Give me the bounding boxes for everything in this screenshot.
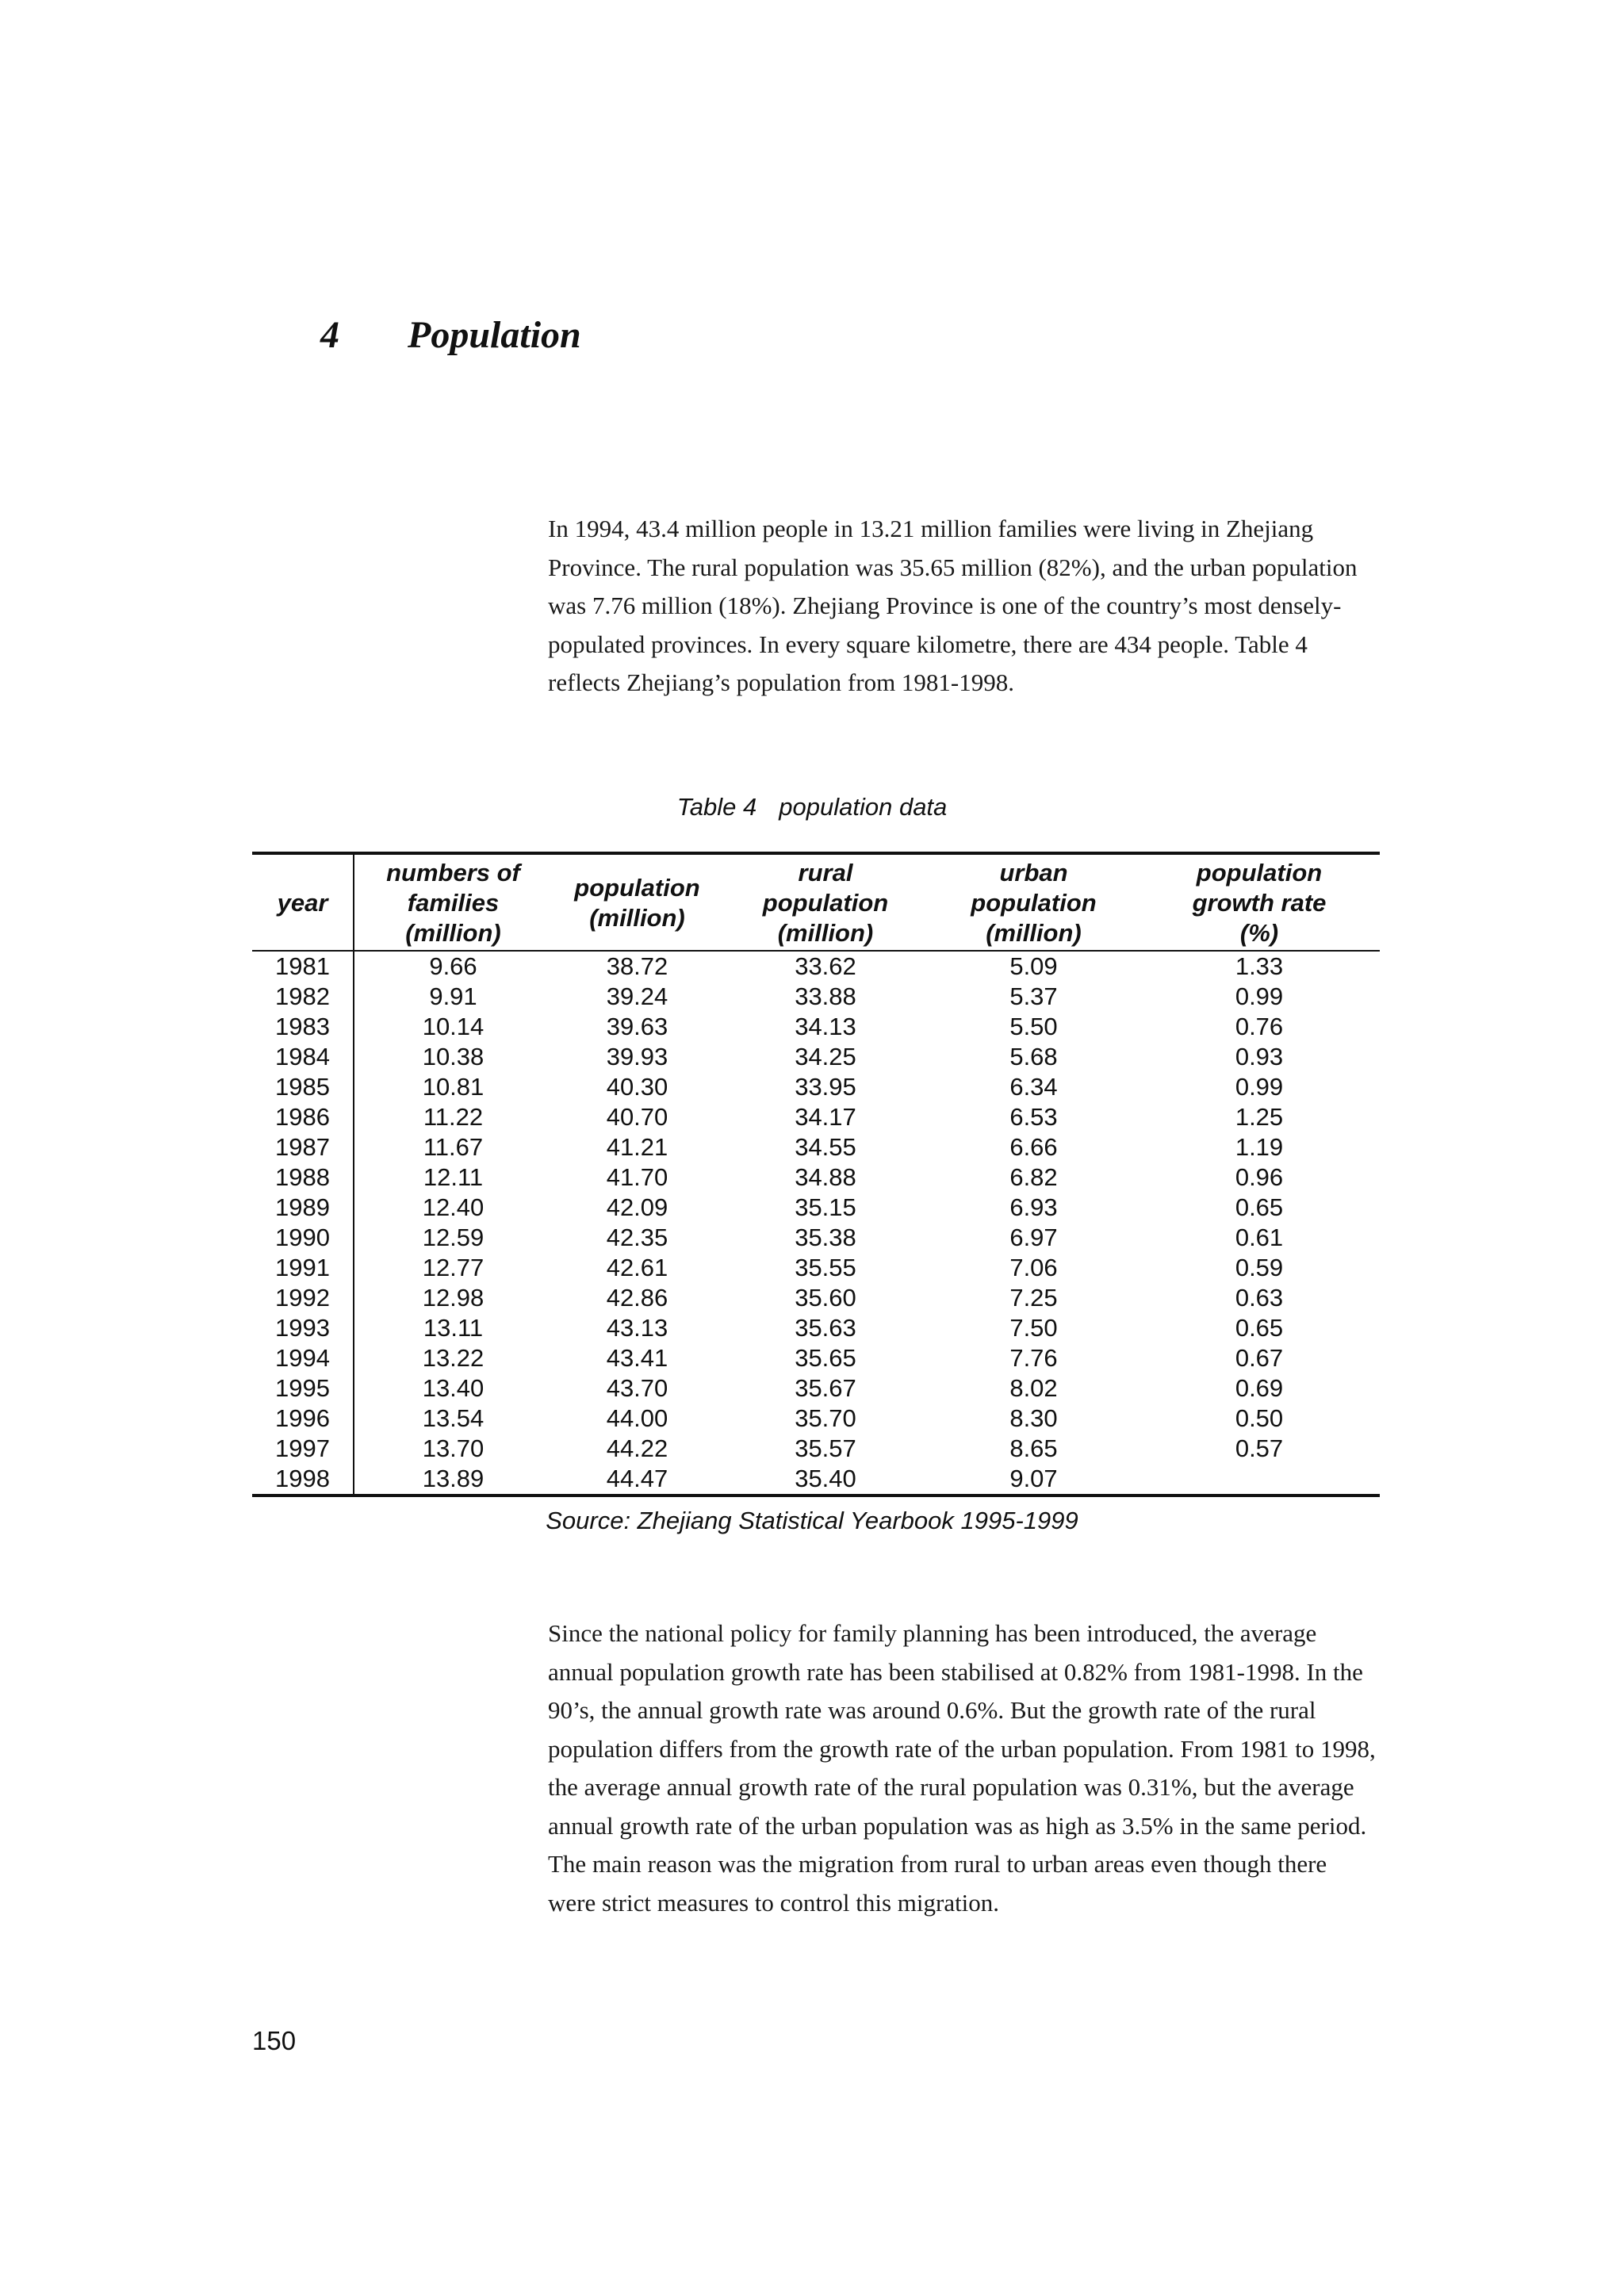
families-cell: 12.11 xyxy=(423,1163,484,1191)
population-cell: 39.24 xyxy=(606,982,668,1010)
table-row xyxy=(252,1162,1380,1193)
population-cell: 43.70 xyxy=(606,1374,668,1402)
rural-cell: 35.57 xyxy=(795,1434,856,1462)
table-caption-label: Table 4 xyxy=(676,793,757,821)
table-row xyxy=(252,1102,1380,1132)
year-cell: 1985 xyxy=(252,1072,354,1102)
header-line: (million) xyxy=(405,919,501,947)
year-cell: 1987 xyxy=(252,1132,354,1162)
year-cell: 1981 xyxy=(252,951,354,982)
page-number: 150 xyxy=(252,2026,297,2055)
header-line: families xyxy=(407,889,500,917)
table-row xyxy=(252,1313,1380,1343)
rural-cell: 34.88 xyxy=(795,1163,856,1191)
header-growth-rate xyxy=(1139,853,1380,951)
population-cell: 42.35 xyxy=(606,1224,668,1251)
urban-cell: 6.34 xyxy=(1009,1073,1058,1101)
header-line: rural xyxy=(798,859,853,887)
header-line: (million) xyxy=(589,904,685,932)
urban-cell: 9.07 xyxy=(929,1464,1139,1496)
year-cell: 1991 xyxy=(252,1253,354,1283)
growth-rate-cell: 0.69 xyxy=(1235,1374,1284,1402)
families-cell: 13.40 xyxy=(422,1374,485,1402)
families-cell: 13.54 xyxy=(422,1404,485,1432)
table-header xyxy=(252,853,1380,951)
population-cell: 43.13 xyxy=(606,1314,668,1342)
header-line: growth rate xyxy=(1192,889,1327,917)
families-cell: 12.40 xyxy=(422,1193,485,1221)
section-heading xyxy=(320,313,581,357)
growth-rate-cell: 0.93 xyxy=(1235,1043,1284,1070)
year-cell: 1982 xyxy=(252,982,354,1012)
growth-rate-cell: 0.96 xyxy=(1235,1163,1284,1191)
table-row xyxy=(252,1434,1380,1464)
urban-cell: 7.25 xyxy=(1009,1284,1058,1312)
growth-paragraph: Since the national policy for family planning has been introduced, the average annual population growth rate has been stabilised at 0.82% from 1981-1998. In the 90’s, the annual growth rate was around 0.6%. But the growth rate of the rural population differs from the growth rate of the urban population. From 1981 to 1998, the average annual growth rate of the rural population was 0.31%, but the average annual growth rate of the urban population was as high as 3.5% in the same period. The main reason was the migration from rural to urban areas even though there were strict measures to control this migration. xyxy=(548,1619,1376,1917)
population-cell: 42.61 xyxy=(606,1254,668,1281)
rural-cell: 34.55 xyxy=(795,1133,856,1161)
urban-cell: 8.30 xyxy=(1009,1404,1058,1432)
header-line: (million) xyxy=(986,919,1082,947)
year-cell: 1988 xyxy=(252,1162,354,1193)
header-line: (million) xyxy=(777,919,874,947)
growth-rate-cell: 1.19 xyxy=(1235,1133,1284,1161)
header-line: population xyxy=(762,889,889,917)
year-cell: 1986 xyxy=(252,1102,354,1132)
year-cell: 1997 xyxy=(252,1434,354,1464)
header-year xyxy=(252,853,354,951)
table-row xyxy=(252,951,1380,982)
urban-cell: 5.37 xyxy=(1009,982,1058,1010)
rural-cell: 35.38 xyxy=(795,1224,856,1251)
section-number: 4 xyxy=(320,314,339,356)
families-cell: 13.70 xyxy=(422,1434,485,1462)
urban-cell: 6.82 xyxy=(1009,1163,1058,1191)
header-line: population xyxy=(971,889,1097,917)
population-cell: 41.70 xyxy=(606,1163,668,1191)
table-row xyxy=(252,1283,1380,1313)
growth-rate-cell: 0.57 xyxy=(1235,1434,1284,1462)
population-cell: 39.93 xyxy=(606,1043,668,1070)
rural-cell: 33.88 xyxy=(795,982,856,1010)
rural-cell: 34.25 xyxy=(795,1043,856,1070)
rural-cell: 34.17 xyxy=(795,1103,856,1131)
intro-paragraph: In 1994, 43.4 million people in 13.21 million families were living in Zhejiang Province. The rural population was 35.65 million (82%), and the urban population was 7.76 million (18%). Zhejiang Province is one of the country’s most densely-populated provinces. In every square kilometre, there are 434 people. Table 4 reflects Zhejiang’s population from 1981-1998. xyxy=(548,515,1358,696)
population-cell: 41.21 xyxy=(606,1133,668,1161)
table-row xyxy=(252,1404,1380,1434)
year-cell: 1992 xyxy=(252,1283,354,1313)
growth-rate-cell: 0.67 xyxy=(1235,1344,1284,1372)
rural-cell: 35.63 xyxy=(795,1314,856,1342)
rural-cell: 35.60 xyxy=(795,1284,856,1312)
population-cell: 43.41 xyxy=(606,1344,668,1372)
year-cell: 1998 xyxy=(252,1464,354,1496)
population-cell: 39.63 xyxy=(606,1013,668,1040)
families-cell: 10.81 xyxy=(422,1073,485,1101)
table-body xyxy=(252,951,1380,1496)
urban-cell: 8.65 xyxy=(1009,1434,1058,1462)
year-cell: 1993 xyxy=(252,1313,354,1343)
rural-cell: 33.95 xyxy=(795,1073,856,1101)
population-cell: 40.30 xyxy=(606,1073,668,1101)
table-row xyxy=(252,1042,1380,1072)
families-cell: 13.22 xyxy=(422,1344,485,1372)
year-cell: 1995 xyxy=(252,1373,354,1404)
table-row xyxy=(252,1072,1380,1102)
growth-rate-cell xyxy=(1139,1464,1380,1496)
growth-rate-cell: 0.59 xyxy=(1235,1254,1284,1281)
families-cell: 11.67 xyxy=(423,1133,484,1161)
table-source: Source: Zhejiang Statistical Yearbook 1995-1999 xyxy=(546,1507,1078,1534)
header-line: urban xyxy=(999,859,1068,887)
header-line: (%) xyxy=(1239,919,1279,947)
table-row xyxy=(252,1012,1380,1042)
urban-cell: 5.50 xyxy=(1009,1013,1058,1040)
growth-rate-cell: 0.50 xyxy=(1235,1404,1284,1432)
table-row xyxy=(252,982,1380,1012)
urban-cell: 6.93 xyxy=(1009,1193,1058,1221)
population-cell: 42.86 xyxy=(606,1284,668,1312)
urban-cell: 7.50 xyxy=(1009,1314,1058,1342)
growth-rate-cell: 0.63 xyxy=(1235,1284,1284,1312)
year-cell: 1989 xyxy=(252,1193,354,1223)
growth-rate-cell: 0.61 xyxy=(1235,1224,1284,1251)
families-cell: 13.11 xyxy=(423,1314,484,1342)
section-title: Population xyxy=(408,314,581,356)
header-population xyxy=(552,853,722,951)
table-row xyxy=(252,1223,1380,1253)
year-cell: 1984 xyxy=(252,1042,354,1072)
rural-cell: 35.15 xyxy=(795,1193,856,1221)
table-caption xyxy=(0,793,1624,821)
growth-rate-cell: 0.99 xyxy=(1235,982,1284,1010)
rural-cell: 35.65 xyxy=(795,1344,856,1372)
urban-cell: 6.66 xyxy=(1009,1133,1058,1161)
header-line: population xyxy=(574,874,700,902)
urban-cell: 5.09 xyxy=(1009,952,1058,980)
families-cell: 13.89 xyxy=(354,1464,552,1496)
rural-cell: 35.40 xyxy=(722,1464,929,1496)
population-table xyxy=(252,852,1380,1497)
families-cell: 12.59 xyxy=(422,1224,485,1251)
urban-cell: 6.97 xyxy=(1009,1224,1058,1251)
growth-rate-cell: 1.33 xyxy=(1235,952,1284,980)
families-cell: 12.98 xyxy=(422,1284,485,1312)
families-cell: 10.38 xyxy=(422,1043,485,1070)
table-row xyxy=(252,1373,1380,1404)
year-cell: 1996 xyxy=(252,1404,354,1434)
population-cell: 44.47 xyxy=(552,1464,722,1496)
header-rural xyxy=(722,853,929,951)
header-families xyxy=(354,853,552,951)
urban-cell: 5.68 xyxy=(1009,1043,1058,1070)
population-cell: 42.09 xyxy=(606,1193,668,1221)
table-row xyxy=(252,1253,1380,1283)
families-cell: 9.91 xyxy=(429,982,477,1010)
families-cell: 10.14 xyxy=(422,1013,485,1040)
year-cell: 1994 xyxy=(252,1343,354,1373)
year-cell: 1990 xyxy=(252,1223,354,1253)
growth-rate-cell: 0.76 xyxy=(1235,1013,1284,1040)
table-row xyxy=(252,1132,1380,1162)
table-caption-title: population data xyxy=(779,793,948,821)
families-cell: 11.22 xyxy=(423,1103,484,1131)
families-cell: 12.77 xyxy=(422,1254,485,1281)
urban-cell: 7.76 xyxy=(1009,1344,1058,1372)
urban-cell: 6.53 xyxy=(1009,1103,1058,1131)
table-row xyxy=(252,1193,1380,1223)
families-cell: 9.66 xyxy=(429,952,477,980)
table-row xyxy=(252,1343,1380,1373)
header-line: population xyxy=(1196,859,1323,887)
population-cell: 44.22 xyxy=(606,1434,668,1462)
rural-cell: 33.62 xyxy=(795,952,856,980)
population-cell: 40.70 xyxy=(606,1103,668,1131)
population-cell: 44.00 xyxy=(606,1404,668,1432)
urban-cell: 7.06 xyxy=(1009,1254,1058,1281)
growth-rate-cell: 0.65 xyxy=(1235,1314,1284,1342)
year-cell: 1983 xyxy=(252,1012,354,1042)
urban-cell: 8.02 xyxy=(1009,1374,1058,1402)
population-cell: 38.72 xyxy=(606,952,668,980)
header-line: year xyxy=(277,889,328,917)
growth-rate-cell: 1.25 xyxy=(1235,1103,1284,1131)
rural-cell: 35.70 xyxy=(795,1404,856,1432)
rural-cell: 35.67 xyxy=(795,1374,856,1402)
header-line: numbers of xyxy=(386,859,520,887)
rural-cell: 35.55 xyxy=(795,1254,856,1281)
growth-rate-cell: 0.65 xyxy=(1235,1193,1284,1221)
header-urban xyxy=(929,853,1139,951)
table-row xyxy=(252,1464,1380,1496)
rural-cell: 34.13 xyxy=(795,1013,856,1040)
growth-rate-cell: 0.99 xyxy=(1235,1073,1284,1101)
